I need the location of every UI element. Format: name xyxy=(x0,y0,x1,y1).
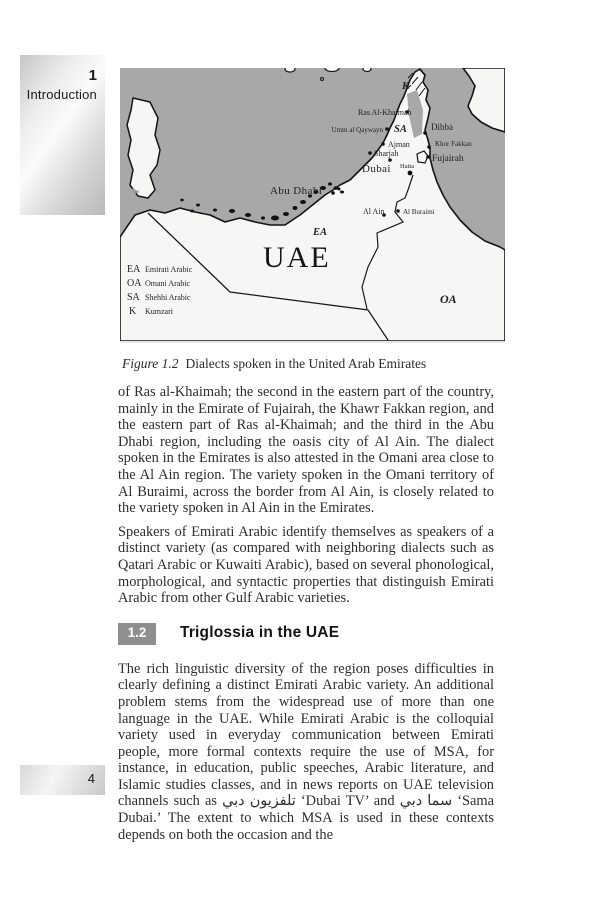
city-label-al-buraimi: Al Buraimi xyxy=(403,208,435,216)
city-label-abu-dhabi: Abu Dhabi xyxy=(270,185,323,197)
city-label-al-ain: Al Ain xyxy=(363,207,385,216)
dot-umm-al-qaywayn xyxy=(385,127,389,131)
region-label-sa: SA xyxy=(394,124,407,135)
legend-name: Shehhi Arabic xyxy=(145,293,191,302)
section-heading xyxy=(118,623,494,645)
section-number: 1.2 xyxy=(127,625,147,641)
figure-map xyxy=(120,68,505,343)
paragraph-1: of Ras al-Khaimah; the second in the eastern part of the country, mainly in the Emirate of Fujairah, the Khawr Fakkan region, and the eastern part of Ras al-Khaimah; and the third in the Abu Dhabi region, including the oasis city of Al Ain. The dialect spoken in the Emirates is also attested in the Omani area close to the Al Ain region. The variety spoken in the Omani territory of Al Buraimi, across the border from Al Ain, is closely related to the variety spoken in Al Ain in the Emirates. xyxy=(118,384,494,517)
caption-label: Figure 1.2 xyxy=(122,356,179,371)
legend-abbr: K xyxy=(129,306,137,317)
city-label-dubai: Dubai xyxy=(362,163,391,175)
region-label-ea: EA xyxy=(313,227,328,238)
country-label-uae: UAE xyxy=(263,241,331,274)
body-text xyxy=(118,384,494,850)
dot-dibba xyxy=(423,131,427,135)
dot-al-buraimi xyxy=(396,209,400,213)
city-label-hatta: Hatta xyxy=(400,163,415,170)
dot-khor-fakkan xyxy=(427,145,431,149)
dot-sharjah xyxy=(368,151,372,155)
city-label-dibba: Dibba xyxy=(431,122,453,132)
legend-abbr: EA xyxy=(127,264,141,275)
caption-text: Dialects spoken in the United Arab Emirates xyxy=(185,356,427,371)
island xyxy=(363,68,371,72)
dot-abu-dhabi-2 xyxy=(338,188,341,191)
city-label-khor-fakkan: Khor Fakkan xyxy=(435,140,472,148)
city-label-fujairah: Fujairah xyxy=(432,154,464,164)
dot-ajman xyxy=(381,142,385,146)
section-title: Triglossia in the UAE xyxy=(180,624,340,642)
dot-hatta xyxy=(408,171,413,176)
legend-abbr: OA xyxy=(127,278,142,289)
legend-name: Kumzari xyxy=(145,307,173,316)
paragraph-3: The rich linguistic diversity of the region poses difficulties in clearly defining a distinct Emirati Arabic variety. An additional problem stems from the widespread use of more than one language in the UAE. While Emirati Arabic is the colloquial variety used in everyday communication between Emirati people, more formal contexts require the use of MSA, for instance, in education, public speeches, Arabic literature, and Islamic studies classes, and in news reports on UAE television channels such as تلفزيون دبي ‘Dubai TV’ and سما دبي ‘Sama Dubai.’ The extent to which MSA is used in these contexts depends on both the occasion and the xyxy=(118,660,494,843)
uae-dialect-map xyxy=(120,68,505,341)
paragraph-2: Speakers of Emirati Arabic identify themselves as speakers of a distinct variety (as compared with neighboring dialects such as Qatari Arabic or Kuwaiti Arabic), based on several phonological, morphological, and syntactic properties that distinguish Emirati Arabic from other Gulf Arabic varieties. xyxy=(118,523,494,607)
city-label-ajman: Ajman xyxy=(388,140,410,149)
page-number: 4 xyxy=(87,771,95,786)
chapter-number: 1 xyxy=(88,67,97,84)
section-number-box xyxy=(118,623,156,645)
dot-abu-dhabi xyxy=(331,191,335,195)
legend-name: Omani Arabic xyxy=(145,279,191,288)
dot-fujairah xyxy=(426,155,430,159)
legend-abbr: SA xyxy=(127,292,140,303)
city-label-sharjah: Sharjah xyxy=(374,149,399,158)
island xyxy=(325,68,339,72)
legend-name: Emirati Arabic xyxy=(145,265,193,274)
page-number-tab xyxy=(20,765,105,795)
island xyxy=(285,68,295,72)
city-label-umm-al-qaywayn: Umm al Qaywayn xyxy=(331,126,383,134)
dot-dubai xyxy=(388,158,392,162)
city-label-ras-al-khaimah: Ras Al-Khaimah xyxy=(358,108,412,117)
chapter-title: Introduction xyxy=(26,87,97,102)
chapter-tab xyxy=(20,55,105,215)
region-label-k: K xyxy=(402,81,410,92)
region-label-oa: OA xyxy=(440,292,457,306)
figure-caption xyxy=(122,356,502,372)
